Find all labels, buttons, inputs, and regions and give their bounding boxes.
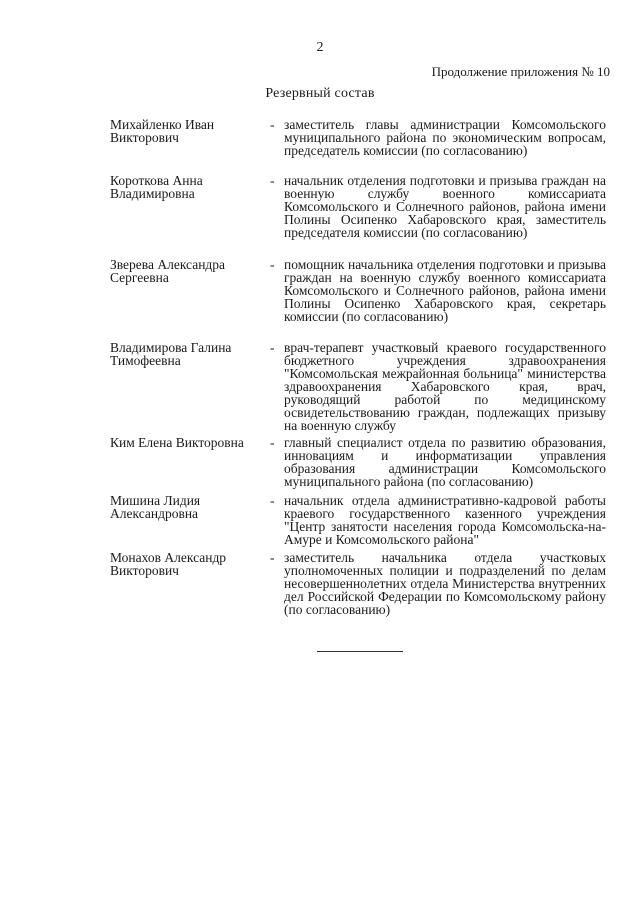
member-name: Короткова Анна Владимировна: [110, 173, 203, 201]
member-dash: -: [270, 117, 275, 132]
member-role: врач-терапевт участковый краевого государственного бюджетного учреждения здравоохранения "Комсомольская межрайонная больница" министерства здравоохранения Хабаровского края, врач, руководящий работой по медицинскому освидетельствованию граждан, подлежащих призыву на военную службу: [284, 340, 606, 433]
page-number: 2: [316, 40, 324, 55]
closing-rule: [317, 651, 403, 652]
member-role: помощник начальника отделения подготовки и призыва граждан на военную службу военного комиссариата Комсомольского и Солнечного районов, района имени Полины Осипенко Хабаровского края, секретарь комиссии (по согласованию): [284, 257, 606, 324]
appendix-continuation-label: Продолжение приложения № 10: [431, 64, 610, 79]
member-name: Зверева Александра Сергеевна: [110, 257, 226, 285]
member-role: начальник отдела административно-кадровой работы краевого государственного казенного учреждения "Центр занятости населения города Комсомольска-на-Амуре и Комсомольского района": [284, 493, 606, 547]
member-dash: -: [270, 173, 275, 188]
member-name: Михайленко Иван Викторович: [110, 117, 215, 145]
member-role: главный специалист отдела по развитию образования, инновациям и информатизации управления образования администрации Комсомольского муниципального района (по согласованию): [284, 435, 606, 489]
member-name: Монахов Александр Викторович: [110, 550, 227, 578]
member-role: заместитель начальника отдела участковых уполномоченных полиции и подразделений по делам несовершеннолетних отдела Министерства внутренних дел Российской Федерации по Комсомольскому району (по согласованию): [284, 550, 606, 617]
member-name: Ким Елена Викторовна: [110, 435, 244, 450]
member-dash: -: [270, 340, 275, 355]
member-name: Владимирова Галина Тимофеевна: [110, 340, 232, 368]
member-dash: -: [270, 257, 275, 272]
member-dash: -: [270, 493, 275, 508]
member-dash: -: [270, 550, 275, 565]
section-title: Резервный состав: [265, 86, 375, 101]
member-dash: -: [270, 435, 275, 450]
member-name: Мишина Лидия Александровна: [110, 493, 201, 521]
member-role: начальник отделения подготовки и призыва граждан на военную службу военного комиссариата Комсомольского и Солнечного районов, района имени Полины Осипенко Хабаровского края, заместитель председателя комиссии (по согласованию): [284, 173, 606, 240]
member-role: заместитель главы администрации Комсомольского муниципального района по экономическим вопросам, председатель комиссии (по согласованию): [284, 117, 606, 158]
